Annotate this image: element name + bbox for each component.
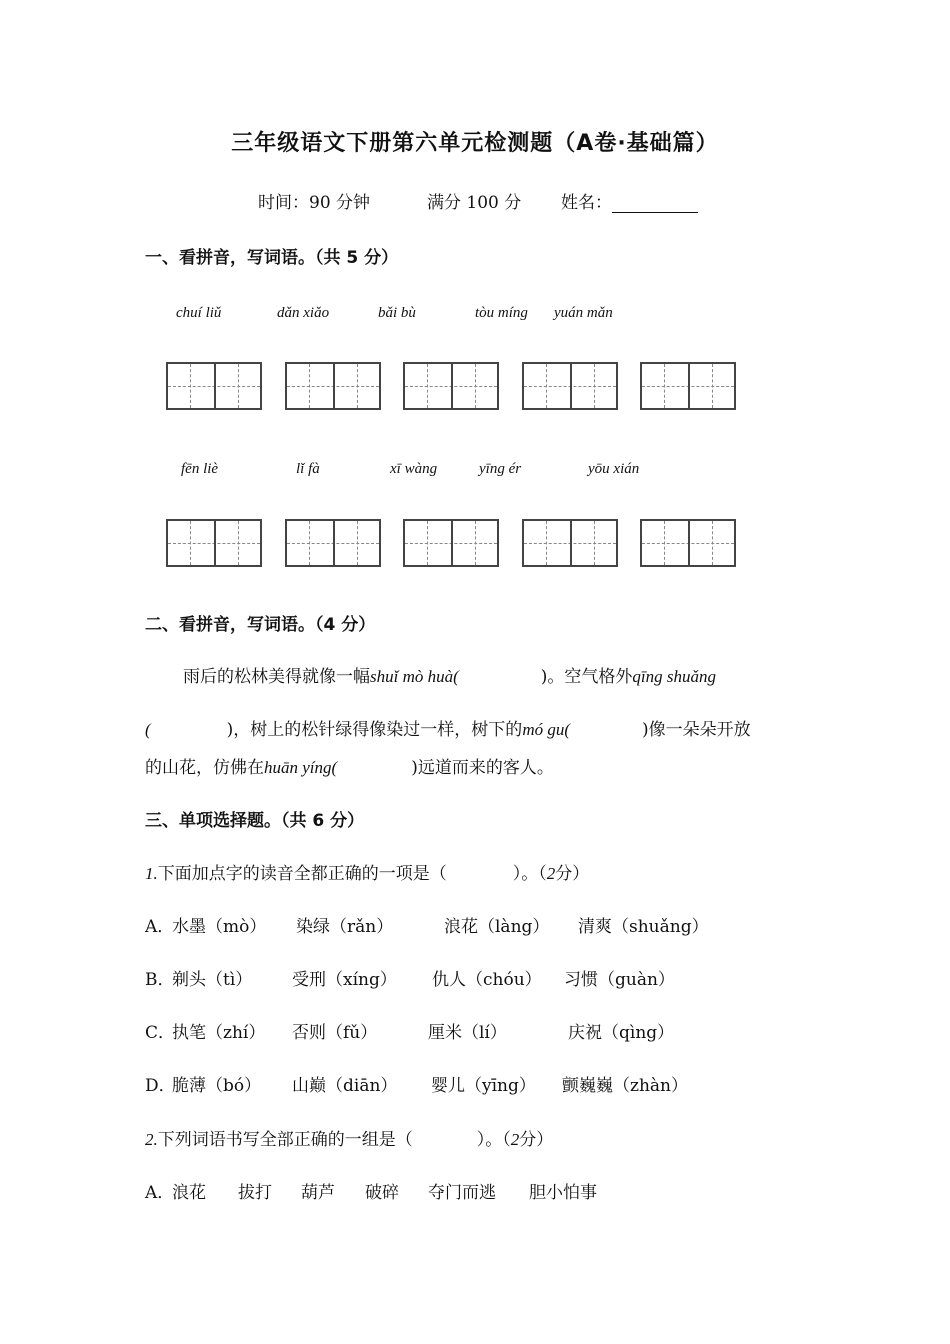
pinyin-1-5: yuán mǎn — [554, 305, 613, 321]
writing-grid-box[interactable] — [403, 362, 499, 410]
q1-option-d-item: 脆薄（bó） — [172, 1076, 262, 1096]
writing-grid-box[interactable] — [285, 362, 381, 410]
q1-option-c-label[interactable]: C． — [145, 1023, 176, 1043]
q2-option-a-item: 拔打 — [238, 1183, 272, 1203]
exam-score: 满分 100 分 — [427, 193, 522, 213]
q1-option-d-item: 颤巍巍（zhàn） — [562, 1076, 688, 1096]
passage-text: )像一朵朵开放 — [642, 720, 751, 740]
pinyin-1-4: tòu míng — [475, 305, 528, 321]
question-points: 2 — [546, 864, 556, 883]
q1-option-b-item: 习惯（guàn） — [564, 970, 675, 990]
q1-option-a-item: 浪花（làng） — [444, 917, 550, 937]
q1-option-b-item: 受刑（xíng） — [292, 970, 397, 990]
question-stem: 下列词语书写全部正确的一组是（ — [157, 1130, 413, 1150]
name-label: 姓名： — [561, 193, 612, 213]
q1-option-d-item: 山巅（diān） — [292, 1076, 398, 1096]
section3-heading: 三、单项选择题。（共 6 分） — [145, 811, 365, 831]
writing-grid-box[interactable] — [522, 519, 618, 567]
q1-option-b-item: 剃头（tì） — [172, 970, 253, 990]
question-points-end: 分） — [519, 1130, 554, 1150]
question-2 — [145, 1125, 553, 1150]
q2-option-a-item: 破碎 — [365, 1183, 399, 1203]
question-stem-end: ）。（ — [512, 864, 547, 884]
writing-grid-box[interactable] — [166, 519, 262, 567]
q2-option-a-item: 胆小怕事 — [529, 1183, 597, 1203]
q2-option-a-item: 夺门而逃 — [428, 1183, 496, 1203]
pinyin-2-3: xī wàng — [390, 461, 438, 477]
question-stem-end: ）。（ — [476, 1130, 511, 1150]
q2-option-a-item: 浪花 — [172, 1183, 206, 1203]
pinyin-1-1: chuí liǔ — [176, 305, 222, 321]
q1-option-c-item: 庆祝（qìng） — [568, 1023, 675, 1043]
question-number: 1. — [145, 864, 158, 883]
passage-text: )远道而来的客人。 — [411, 758, 554, 778]
page-title: 三年级语文下册第六单元检测题（A卷·基础篇） — [231, 131, 719, 156]
q1-option-c-item: 厘米（lí） — [428, 1023, 507, 1043]
q1-option-d-label[interactable]: D． — [145, 1076, 176, 1096]
writing-grid-box[interactable] — [640, 519, 736, 567]
pinyin-1-2: dǎn xiǎo — [277, 305, 330, 321]
writing-grid-box[interactable] — [403, 519, 499, 567]
pinyin-2-5: yōu xián — [588, 461, 640, 477]
section2-heading: 二、看拼音，写词语。（4 分） — [145, 615, 376, 635]
pinyin-1-3: bǎi bù — [378, 305, 416, 321]
q1-option-b-label[interactable]: B． — [145, 970, 175, 990]
passage-text: )，树上的松针绿得像染过一样，树下的 — [226, 720, 523, 740]
pinyin-shuimohua: shuǐ mò huà( — [370, 667, 459, 686]
question-1 — [145, 859, 589, 884]
writing-grid-box[interactable] — [522, 362, 618, 410]
pinyin-2-2: lǐ fà — [296, 461, 320, 477]
question-points: 2 — [510, 1130, 520, 1149]
question-stem: 下面加点字的读音全都正确的一项是（ — [157, 864, 447, 884]
writing-grid-row-1 — [0, 362, 950, 410]
writing-grid-box[interactable] — [640, 362, 736, 410]
q1-option-d-item: 婴儿（yīng） — [431, 1076, 536, 1096]
passage-line-1 — [183, 662, 716, 687]
question-number: 2. — [145, 1130, 158, 1149]
q1-option-c-item: 否则（fǔ） — [292, 1023, 378, 1043]
writing-grid-box[interactable] — [166, 362, 262, 410]
q1-option-a-item: 清爽（shuǎng） — [578, 917, 709, 937]
passage-line-3 — [145, 753, 554, 778]
q1-option-b-item: 仇人（chóu） — [432, 970, 542, 990]
section1-heading: 一、看拼音，写词语。（共 5 分） — [145, 248, 399, 268]
pinyin-2-1: fēn liè — [181, 461, 219, 477]
name-blank[interactable] — [612, 194, 698, 213]
q2-option-a-item: 葫芦 — [301, 1183, 335, 1203]
pinyin-qingshuang: qīng shuǎng — [632, 667, 717, 686]
passage-text: 的山花，仿佛在 — [145, 758, 264, 778]
q1-option-a-item: 水墨（mò） — [172, 917, 267, 937]
passage-text: 雨后的松林美得就像一幅 — [183, 667, 370, 687]
question-points-end: 分） — [555, 864, 590, 884]
q1-option-c-item: 执笔（zhí） — [172, 1023, 266, 1043]
name-field[interactable] — [561, 188, 698, 213]
passage-text: )。空气格外 — [540, 667, 633, 687]
writing-grid-box[interactable] — [285, 519, 381, 567]
writing-grid-row-2 — [0, 519, 950, 567]
pinyin-mogu: mó gu( — [522, 720, 571, 739]
q1-option-a-item: 染绿（rǎn） — [296, 917, 394, 937]
pinyin-2-4: yīng ér — [479, 461, 522, 477]
pinyin-huanying: huān yíng( — [264, 758, 338, 777]
paren-open: ( — [145, 720, 151, 739]
passage-line-2 — [145, 715, 751, 740]
q1-option-a-label[interactable]: A． — [145, 917, 175, 937]
exam-time: 时间：90 分钟 — [258, 193, 371, 213]
q2-option-a-label[interactable]: A． — [145, 1183, 175, 1203]
